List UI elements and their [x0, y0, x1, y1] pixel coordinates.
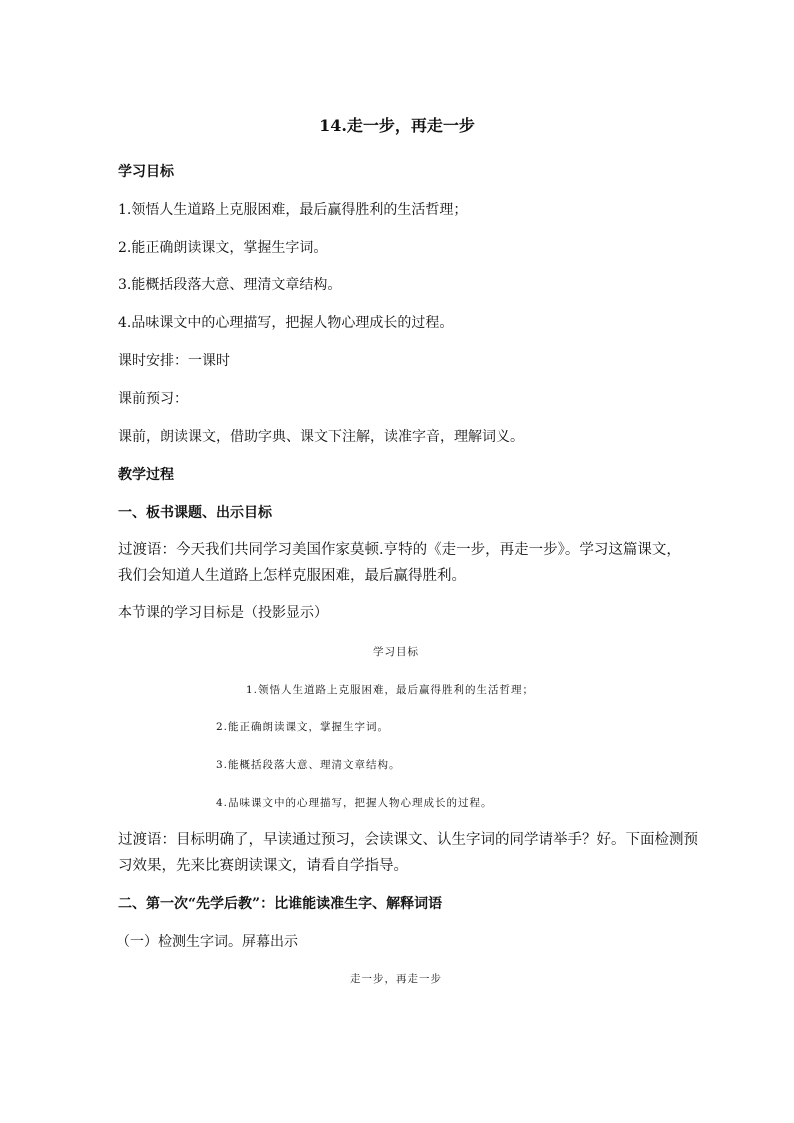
- preview-label: 课前预习：: [118, 391, 188, 407]
- process-heading: 教学过程: [118, 467, 174, 483]
- objective-item-2: 2.能正确朗读课文，掌握生字词。: [118, 240, 328, 256]
- objectives-heading: 学习目标: [118, 164, 174, 180]
- projection-item-1: 1.领悟人生道路上克服困难，最后赢得胜利的生活哲理；: [246, 684, 535, 696]
- subsection1-line: （一）检测生字词。屏幕出示: [116, 934, 298, 950]
- projection-heading: 学习目标: [373, 646, 419, 658]
- objective-intro: 本节课的学习目标是（投影显示）: [118, 605, 328, 621]
- preview-text: 课前，朗读课文，借助字典、课文下注解，读准字音，理解词义。: [118, 429, 524, 445]
- transition2-line2: 习效果，先来比赛朗读课文，请看自学指导。: [118, 858, 408, 874]
- objective-item-4: 4.品味课文中的心理描写，把握人物心理成长的过程。: [118, 315, 454, 331]
- section2-heading: 二、第一次“先学后教”：比谁能读准生字、解释词语: [118, 896, 443, 912]
- objective-item-3: 3.能概括段落大意、理清文章结构。: [118, 277, 342, 293]
- document-title: 14.走一步，再走一步: [319, 116, 475, 135]
- section1-heading: 一、板书课题、出示目标: [118, 505, 272, 521]
- screen-title: 走一步，再走一步: [350, 973, 442, 985]
- transition1-line2: 我们会知道人生道路上怎样克服困难，最后赢得胜利。: [118, 568, 466, 584]
- projection-item-2: 2.能正确朗读课文，掌握生字词。: [216, 721, 390, 733]
- transition2-line1: 过渡语：目标明确了，早读通过预习，会读课文、认生字词的同学请举手？好。下面检测预: [118, 832, 698, 848]
- projection-item-4: 4.品味课文中的心理描写，把握人物心理成长的过程。: [216, 797, 493, 809]
- projection-item-3: 3.能概括段落大意、理清文章结构。: [216, 759, 401, 771]
- transition1-line1: 过渡语：今天我们共同学习美国作家莫顿.亨特的《走一步，再走一步》。学习这篇课文，: [118, 542, 681, 558]
- objective-item-1: 1.领悟人生道路上克服困难，最后赢得胜利的生活哲理；: [118, 202, 468, 218]
- schedule-line: 课时安排：一课时: [118, 353, 230, 369]
